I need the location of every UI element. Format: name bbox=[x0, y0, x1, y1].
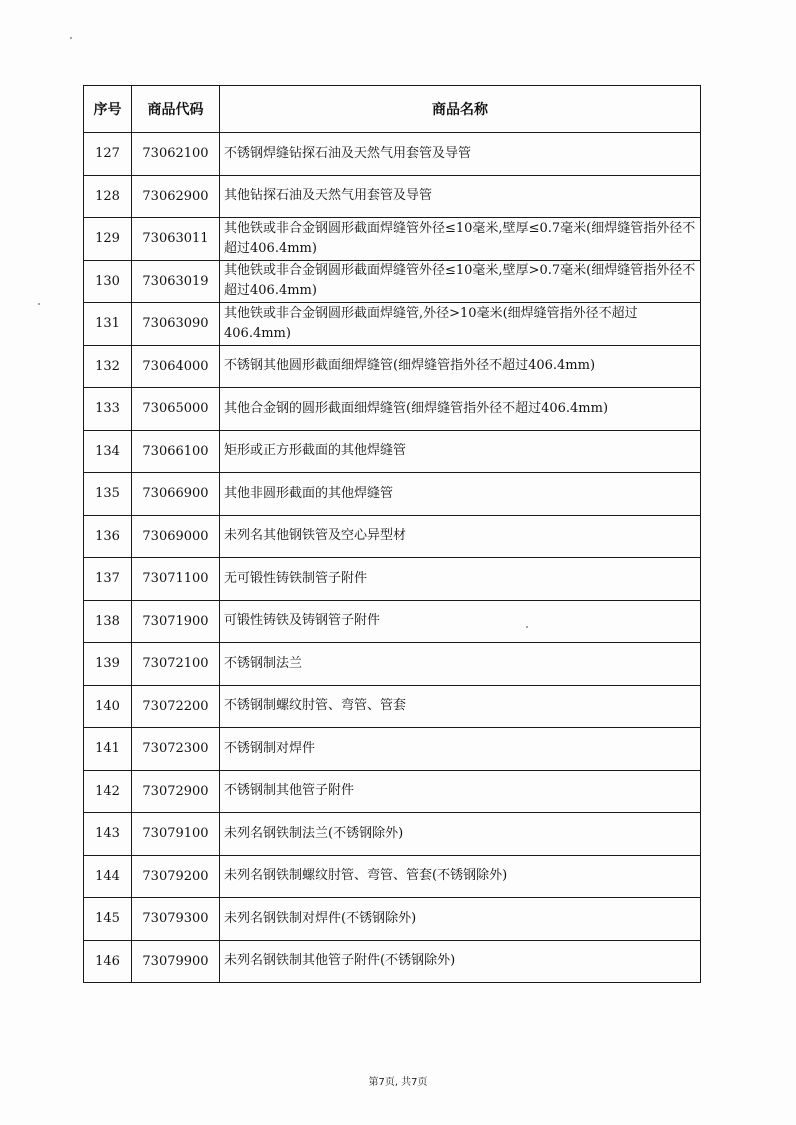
row-code: 73072100 bbox=[132, 643, 220, 686]
table-row bbox=[84, 515, 701, 558]
row-name: 不锈钢制螺纹肘管、弯管、管套 bbox=[220, 685, 701, 728]
table-header-row bbox=[84, 86, 701, 133]
row-seq: 141 bbox=[84, 728, 132, 771]
row-name: 不锈钢其他圆形截面细焊缝管(细焊缝管指外径不超过406.4mm) bbox=[220, 345, 701, 388]
row-seq: 143 bbox=[84, 813, 132, 856]
row-seq: 142 bbox=[84, 770, 132, 813]
row-code: 73062900 bbox=[132, 175, 220, 218]
header-code: 商品代码 bbox=[132, 86, 220, 133]
row-seq: 144 bbox=[84, 855, 132, 898]
row-name: 未列名钢铁制其他管子附件(不锈钢除外) bbox=[220, 940, 701, 983]
row-name: 未列名钢铁制法兰(不锈钢除外) bbox=[220, 813, 701, 856]
row-seq: 138 bbox=[84, 600, 132, 643]
row-code: 73063019 bbox=[132, 260, 220, 303]
row-code: 73065000 bbox=[132, 388, 220, 431]
table-row bbox=[84, 175, 701, 218]
table-row bbox=[84, 813, 701, 856]
table-row bbox=[84, 218, 701, 261]
row-name: 矩形或正方形截面的其他焊缝管 bbox=[220, 430, 701, 473]
scan-speck bbox=[38, 303, 40, 305]
scan-speck bbox=[526, 626, 528, 628]
table-row bbox=[84, 855, 701, 898]
row-name: 其他合金钢的圆形截面细焊缝管(细焊缝管指外径不超过406.4mm) bbox=[220, 388, 701, 431]
header-seq: 序号 bbox=[84, 86, 132, 133]
table-row bbox=[84, 303, 701, 346]
row-seq: 134 bbox=[84, 430, 132, 473]
table-row bbox=[84, 133, 701, 176]
row-code: 73063090 bbox=[132, 303, 220, 346]
row-seq: 129 bbox=[84, 218, 132, 261]
table-row bbox=[84, 940, 701, 983]
row-name: 其他铁或非合金钢圆形截面焊缝管外径≤10毫米,壁厚≤0.7毫米(细焊缝管指外径不超过406.4mm) bbox=[220, 218, 701, 261]
row-name: 未列名钢铁制螺纹肘管、弯管、管套(不锈钢除外) bbox=[220, 855, 701, 898]
table-row bbox=[84, 388, 701, 431]
table-row bbox=[84, 770, 701, 813]
row-name: 不锈钢制法兰 bbox=[220, 643, 701, 686]
row-seq: 137 bbox=[84, 558, 132, 601]
row-name: 不锈钢制对焊件 bbox=[220, 728, 701, 771]
row-name: 其他铁或非合金钢圆形截面焊缝管,外径>10毫米(细焊缝管指外径不超过406.4mm) bbox=[220, 303, 701, 346]
row-name: 不锈钢制其他管子附件 bbox=[220, 770, 701, 813]
row-seq: 135 bbox=[84, 473, 132, 516]
row-code: 73079200 bbox=[132, 855, 220, 898]
table-row bbox=[84, 898, 701, 941]
row-code: 73072900 bbox=[132, 770, 220, 813]
table-row bbox=[84, 473, 701, 516]
table-row bbox=[84, 430, 701, 473]
row-code: 73071900 bbox=[132, 600, 220, 643]
goods-table bbox=[83, 85, 701, 983]
row-seq: 133 bbox=[84, 388, 132, 431]
row-code: 73066900 bbox=[132, 473, 220, 516]
row-name: 其他钻探石油及天然气用套管及导管 bbox=[220, 175, 701, 218]
table-body bbox=[84, 133, 701, 983]
table-row bbox=[84, 643, 701, 686]
row-name: 无可锻性铸铁制管子附件 bbox=[220, 558, 701, 601]
table-row bbox=[84, 260, 701, 303]
row-seq: 140 bbox=[84, 685, 132, 728]
row-seq: 127 bbox=[84, 133, 132, 176]
row-code: 73072300 bbox=[132, 728, 220, 771]
row-code: 73064000 bbox=[132, 345, 220, 388]
row-seq: 130 bbox=[84, 260, 132, 303]
row-name: 未列名钢铁制对焊件(不锈钢除外) bbox=[220, 898, 701, 941]
table-row bbox=[84, 685, 701, 728]
scan-speck bbox=[70, 37, 72, 39]
row-seq: 139 bbox=[84, 643, 132, 686]
table-row bbox=[84, 345, 701, 388]
row-name: 不锈钢焊缝钻探石油及天然气用套管及导管 bbox=[220, 133, 701, 176]
page-footer: 第7页, 共7页 bbox=[368, 1077, 428, 1088]
row-code: 73072200 bbox=[132, 685, 220, 728]
row-seq: 131 bbox=[84, 303, 132, 346]
row-seq: 136 bbox=[84, 515, 132, 558]
row-seq: 146 bbox=[84, 940, 132, 983]
row-code: 73071100 bbox=[132, 558, 220, 601]
row-seq: 132 bbox=[84, 345, 132, 388]
row-code: 73079900 bbox=[132, 940, 220, 983]
row-code: 73079300 bbox=[132, 898, 220, 941]
table-row bbox=[84, 558, 701, 601]
row-code: 73079100 bbox=[132, 813, 220, 856]
row-name: 可锻性铸铁及铸钢管子附件 bbox=[220, 600, 701, 643]
table-row bbox=[84, 600, 701, 643]
row-name: 其他非圆形截面的其他焊缝管 bbox=[220, 473, 701, 516]
table-row bbox=[84, 728, 701, 771]
row-name: 其他铁或非合金钢圆形截面焊缝管外径≤10毫米,壁厚>0.7毫米(细焊缝管指外径不超过406.4mm) bbox=[220, 260, 701, 303]
row-seq: 145 bbox=[84, 898, 132, 941]
row-code: 73066100 bbox=[132, 430, 220, 473]
row-name: 未列名其他钢铁管及空心异型材 bbox=[220, 515, 701, 558]
header-name: 商品名称 bbox=[220, 86, 701, 133]
row-code: 73069000 bbox=[132, 515, 220, 558]
row-seq: 128 bbox=[84, 175, 132, 218]
row-code: 73062100 bbox=[132, 133, 220, 176]
row-code: 73063011 bbox=[132, 218, 220, 261]
